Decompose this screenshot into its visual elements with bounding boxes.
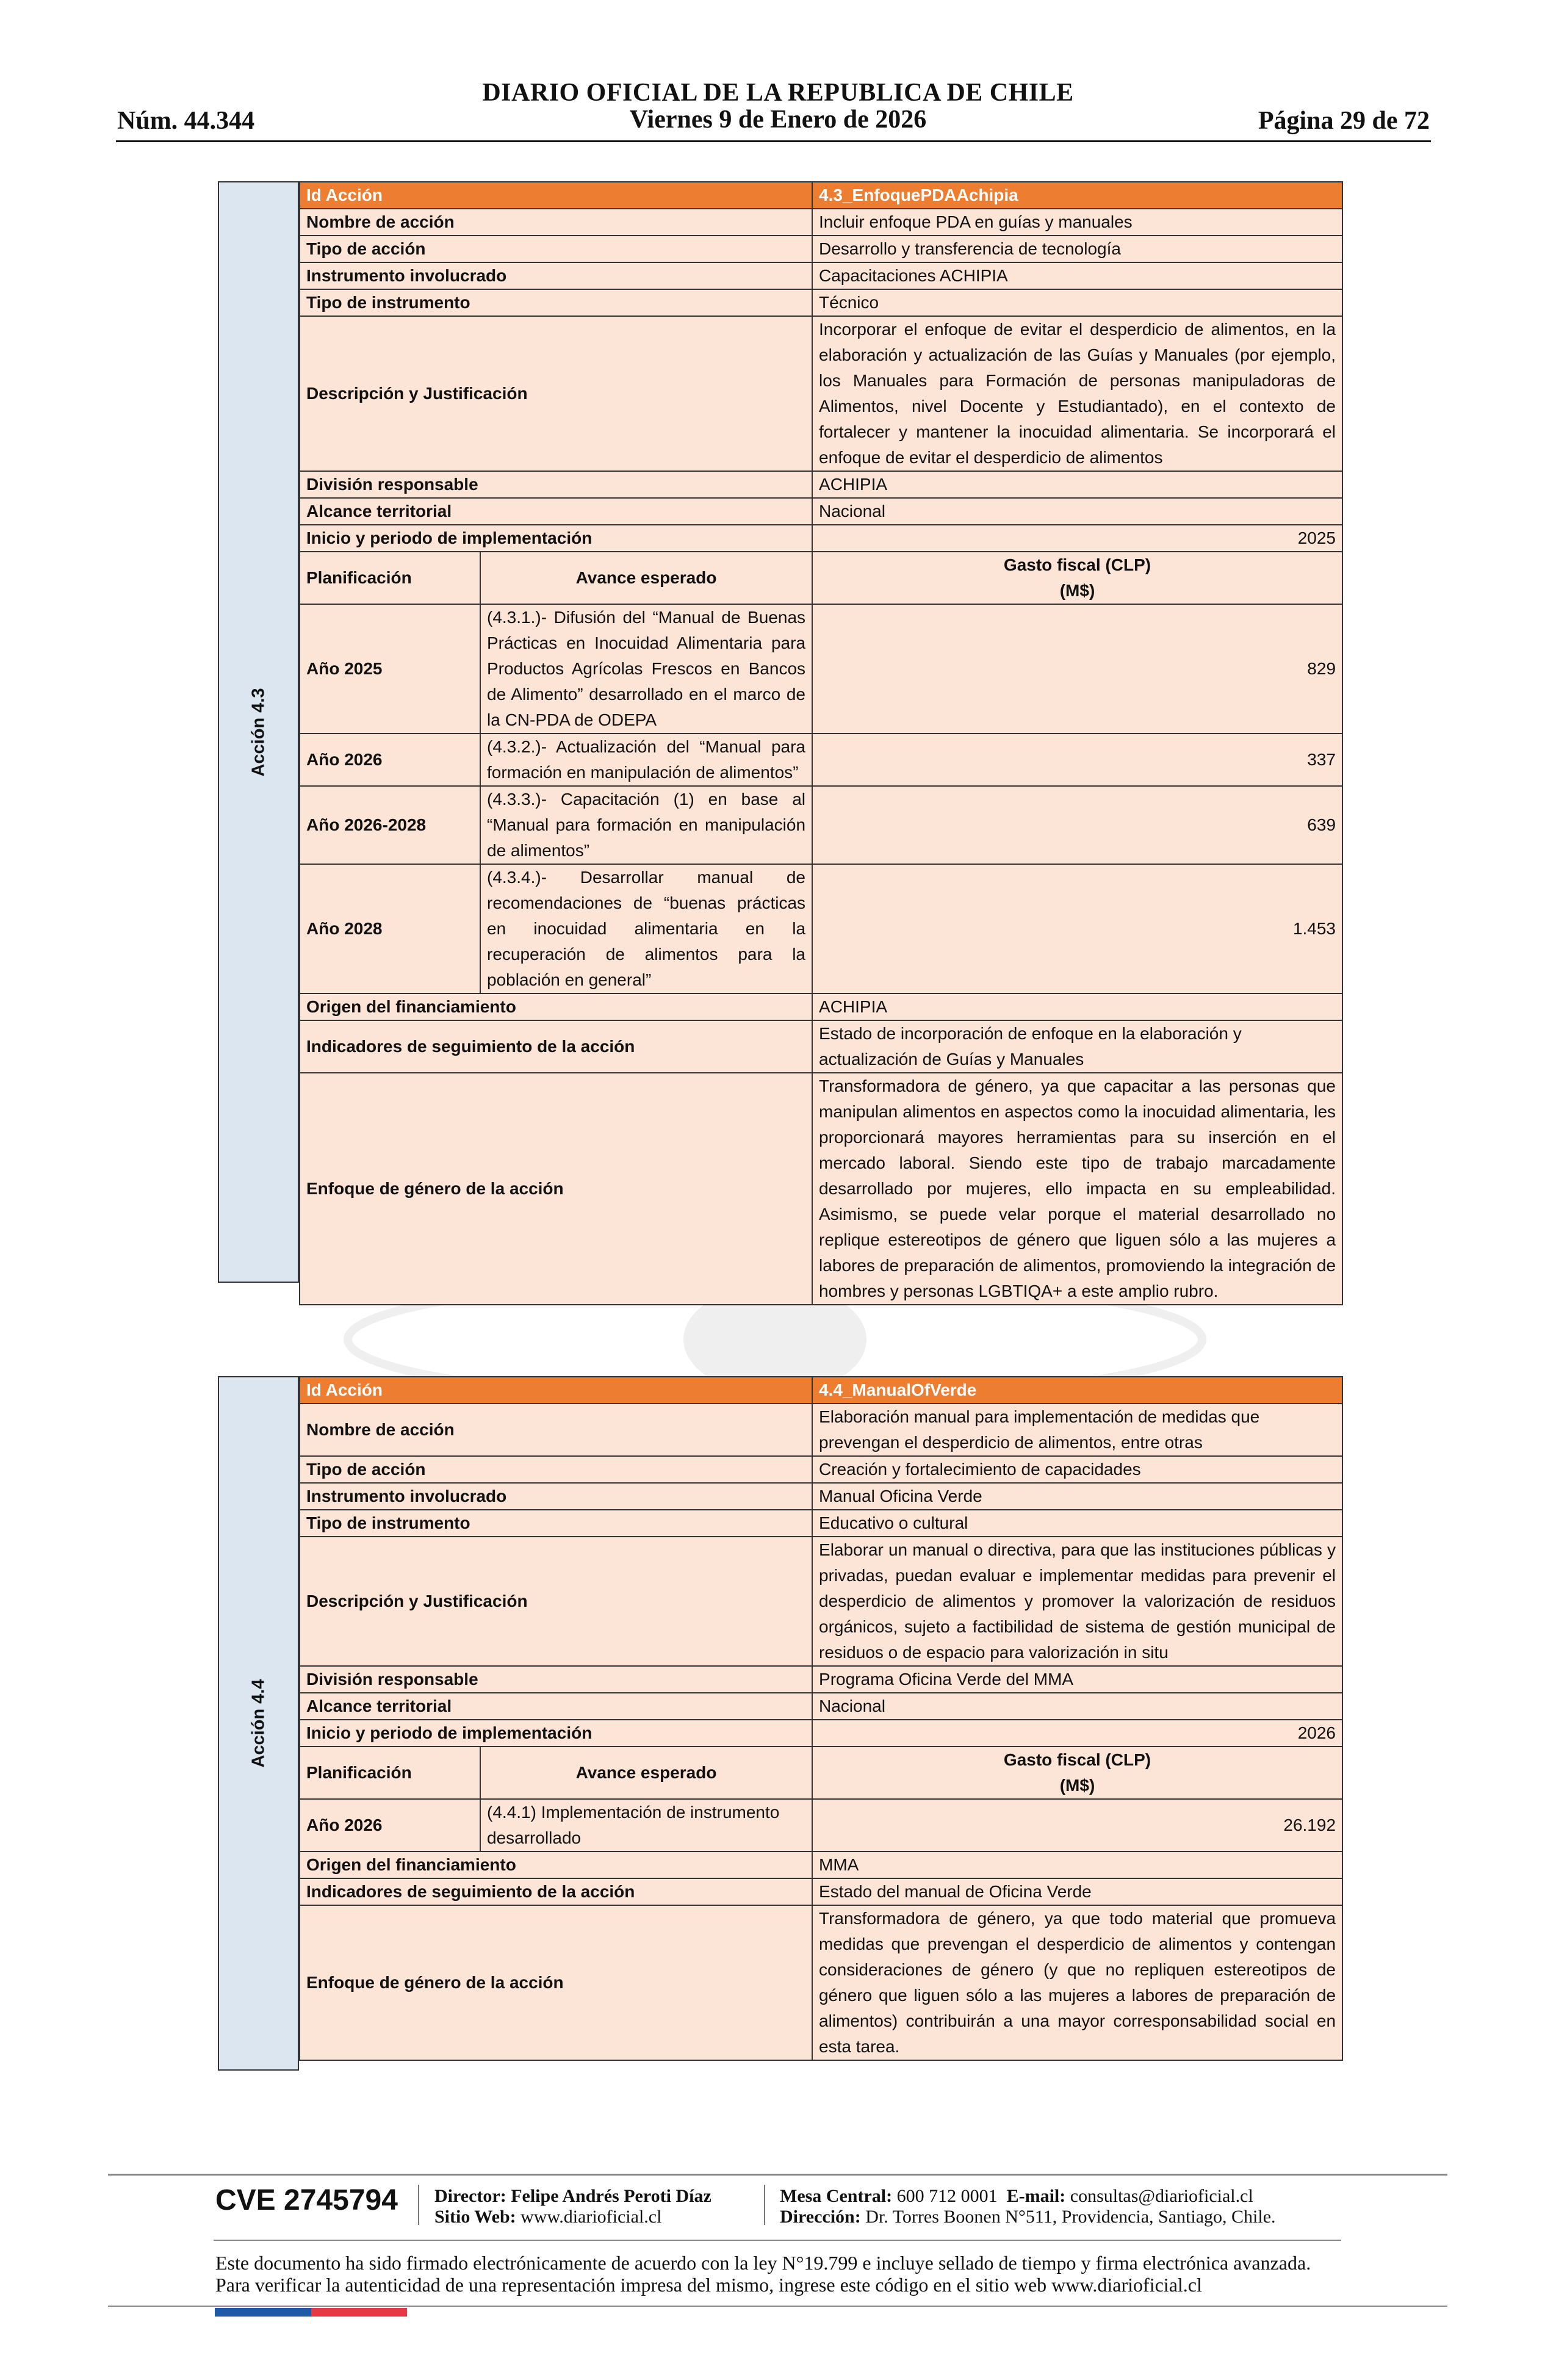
plan-row: [300, 864, 1342, 993]
table-row: [300, 262, 1342, 289]
tipo-label: Tipo de acción: [300, 1456, 812, 1483]
footer-separator: [764, 2185, 765, 2225]
descripcion-label: Descripción y Justificación: [300, 316, 812, 471]
avance-header: Avance esperado: [480, 1747, 812, 1799]
table-row: [300, 552, 1342, 604]
footer-separator: [418, 2185, 419, 2225]
mesa-label: Mesa Central:: [780, 2186, 893, 2206]
descripcion-value: Elaborar un manual o directiva, para que las instituciones públicas y privadas, puedan evaluar e implementar medidas para prevenir el desperdicio de alimentos y promover la valorización de residuos orgánicos, sujeto a factibilidad de sistema de gestión municipal de residuos o de espacio para valorización in situ: [812, 1537, 1342, 1666]
table-row: [300, 1020, 1342, 1073]
instrumento-value: Capacitaciones ACHIPIA: [812, 262, 1342, 289]
inicio-label: Inicio y periodo de implementación: [300, 1720, 812, 1747]
gasto-header-line1: Gasto fiscal (CLP): [1003, 555, 1151, 574]
action-table: [299, 181, 1343, 1305]
footer-divider: [214, 2240, 1341, 2241]
plan-gasto: 337: [812, 734, 1342, 786]
indicadores-label: Indicadores de seguimiento de la acción: [300, 1878, 812, 1905]
planificacion-header: Planificación: [300, 1747, 480, 1799]
flag-stripe-blue: [215, 2308, 311, 2317]
plan-year: Año 2026: [300, 1799, 480, 1852]
instrumento-label: Instrumento involucrado: [300, 1483, 812, 1510]
table-row: [300, 289, 1342, 316]
footer-divider: [108, 2306, 1447, 2307]
origen-label: Origen del financiamiento: [300, 993, 812, 1020]
action-side-label-panel: [218, 181, 299, 1283]
inicio-label: Inicio y periodo de implementación: [300, 525, 812, 552]
gasto-header-line2: (M$): [1059, 1776, 1095, 1795]
cve-code: CVE 2745794: [215, 2184, 398, 2216]
issue-date: Viernes 9 de Enero de 2026: [629, 106, 927, 134]
email-link[interactable]: consultas@diarioficial.cl: [1070, 2186, 1253, 2206]
instrumento-value: Manual Oficina Verde: [812, 1483, 1342, 1510]
nombre-value: Elaboración manual para implementación de medidas que prevengan el desperdicio de alimentos, entre otras: [812, 1404, 1342, 1456]
plan-gasto: 639: [812, 786, 1342, 864]
alcance-value: Nacional: [812, 1693, 1342, 1720]
table-row: [300, 1404, 1342, 1456]
gasto-header-line2: (M$): [1059, 581, 1095, 600]
planificacion-header: Planificación: [300, 552, 480, 604]
gasto-header: [812, 552, 1342, 604]
table-row: [300, 182, 1342, 209]
indicadores-value: Estado de incorporación de enfoque en la elaboración y actualización de Guías y Manuales: [812, 1020, 1342, 1073]
direccion-value: Dr. Torres Boonen N°511, Providencia, Santiago, Chile.: [865, 2207, 1276, 2227]
table-row: [300, 1377, 1342, 1404]
website-link[interactable]: www.diarioficial.cl: [520, 2207, 662, 2227]
table-row: [300, 1483, 1342, 1510]
plan-year: Año 2026-2028: [300, 786, 480, 864]
nombre-label: Nombre de acción: [300, 209, 812, 236]
plan-row: [300, 1799, 1342, 1852]
table-row: [300, 1666, 1342, 1693]
table-row: [300, 498, 1342, 525]
table-row: [300, 209, 1342, 236]
mesa-value: 600 712 0001: [896, 2186, 998, 2206]
header-divider: [116, 140, 1431, 142]
division-value: Programa Oficina Verde del MMA: [812, 1666, 1342, 1693]
plan-gasto: 1.453: [812, 864, 1342, 993]
alcance-value: Nacional: [812, 498, 1342, 525]
division-label: División responsable: [300, 471, 812, 498]
plan-year: Año 2028: [300, 864, 480, 993]
email-label: E-mail:: [1006, 2186, 1066, 2206]
origen-value: MMA: [812, 1852, 1342, 1878]
tipo-instrumento-value: Educativo o cultural: [812, 1510, 1342, 1537]
flag-stripe-red: [311, 2308, 407, 2317]
table-row: [300, 1693, 1342, 1720]
plan-gasto: 829: [812, 604, 1342, 734]
plan-year: Año 2025: [300, 604, 480, 734]
table-row: [300, 1905, 1342, 2060]
table-row: [300, 993, 1342, 1020]
gasto-header: [812, 1747, 1342, 1799]
indicadores-label: Indicadores de seguimiento de la acción: [300, 1020, 812, 1073]
genero-value: Transformadora de género, ya que capacitar a las personas que manipulan alimentos en aspectos como la inocuidad alimentaria, les proporcionará mayores herramientas para su inserción en el mercado laboral. Siendo este tipo de trabajo marcadamente desarrollado por mujeres, ello impacta en su empleabilidad. Asimismo, se puede velar porque el material desarrollado no replique estereotipos de género que liguen sólo a las mujeres a labores de preparación de alimentos, promoviendo la integración de hombres y personas LGBTIQA+ a este amplio rubro.: [812, 1073, 1342, 1305]
table-row: [300, 1510, 1342, 1537]
table-row: [300, 1537, 1342, 1666]
avance-header: Avance esperado: [480, 552, 812, 604]
nombre-label: Nombre de acción: [300, 1404, 812, 1456]
action-4-3-block: [218, 181, 1342, 1300]
gasto-header-line1: Gasto fiscal (CLP): [1003, 1750, 1151, 1769]
tipo-value: Desarrollo y transferencia de tecnología: [812, 236, 1342, 262]
footer-divider: [108, 2174, 1447, 2176]
website-label: Sitio Web:: [434, 2207, 516, 2227]
division-value: ACHIPIA: [812, 471, 1342, 498]
table-row: [300, 1747, 1342, 1799]
table-row: [300, 471, 1342, 498]
director-label: Director:: [434, 2186, 506, 2206]
genero-label: Enfoque de género de la acción: [300, 1905, 812, 2060]
action-side-label-panel: [218, 1376, 299, 2071]
plan-avance: (4.3.1.)- Difusión del “Manual de Buenas Prácticas en Inocuidad Alimentaria para Productos Agrícolas Frescos en Bancos de Alimento” desarrollado en el marco de la CN-PDA de ODEPA: [480, 604, 812, 734]
plan-avance: (4.3.3.)- Capacitación (1) en base al “Manual para formación en manipulación de alimentos”: [480, 786, 812, 864]
page-number: Página 29 de 72: [1258, 107, 1430, 135]
action-side-label: Acción 4.3: [248, 687, 268, 777]
table-row: [300, 316, 1342, 471]
action-4-4-block: [218, 1376, 1342, 2071]
id-label: Id Acción: [300, 1377, 812, 1404]
director-name: Felipe Andrés Peroti Díaz: [511, 2186, 711, 2206]
division-label: División responsable: [300, 1666, 812, 1693]
tipo-label: Tipo de acción: [300, 236, 812, 262]
alcance-label: Alcance territorial: [300, 498, 812, 525]
footer-contact-block: [780, 2186, 1276, 2227]
table-row: [300, 1456, 1342, 1483]
plan-year: Año 2026: [300, 734, 480, 786]
newspaper-title: DIARIO OFICIAL DE LA REPUBLICA DE CHILE: [482, 79, 1074, 107]
tipo-instrumento-value: Técnico: [812, 289, 1342, 316]
tipo-value: Creación y fortalecimiento de capacidades: [812, 1456, 1342, 1483]
indicadores-value: Estado del manual de Oficina Verde: [812, 1878, 1342, 1905]
table-row: [300, 525, 1342, 552]
descripcion-label: Descripción y Justificación: [300, 1537, 812, 1666]
signature-note: Este documento ha sido firmado electrónicamente de acuerdo con la ley N°19.799 e incluye sellado de tiempo y firma electrónica avanzada. Para verificar la autenticidad de una representación impresa del mismo, ingrese este código en el sitio web www.diarioficial.cl: [215, 2252, 1311, 2296]
plan-gasto: 26.192: [812, 1799, 1342, 1852]
table-row: [300, 1720, 1342, 1747]
tipo-instrumento-label: Tipo de instrumento: [300, 289, 812, 316]
table-row: [300, 236, 1342, 262]
plan-row: [300, 786, 1342, 864]
id-value: 4.3_EnfoquePDAAchipia: [812, 182, 1342, 209]
plan-row: [300, 734, 1342, 786]
inicio-value: 2025: [812, 525, 1342, 552]
direccion-label: Dirección:: [780, 2207, 861, 2227]
id-label: Id Acción: [300, 182, 812, 209]
issue-number: Núm. 44.344: [117, 107, 255, 135]
origen-value: ACHIPIA: [812, 993, 1342, 1020]
genero-label: Enfoque de género de la acción: [300, 1073, 812, 1305]
origen-label: Origen del financiamiento: [300, 1852, 812, 1878]
plan-avance: (4.3.2.)- Actualización del “Manual para formación en manipulación de alimentos”: [480, 734, 812, 786]
nombre-value: Incluir enfoque PDA en guías y manuales: [812, 209, 1342, 236]
plan-avance: (4.4.1) Implementación de instrumento desarrollado: [480, 1799, 812, 1852]
descripcion-value: Incorporar el enfoque de evitar el desperdicio de alimentos, en la elaboración y actualización de las Guías y Manuales (por ejemplo, los Manuales para Formación de personas manipuladoras de Alimentos, nivel Docente y Estudiantado), en el contexto de fortalecer y mantener la inocuidad alimentaria. Se incorporará el enfoque de evitar el desperdicio de alimentos: [812, 316, 1342, 471]
table-row: [300, 1852, 1342, 1878]
action-side-label: Acción 4.4: [248, 1679, 268, 1768]
action-table: [299, 1376, 1343, 2061]
inicio-value: 2026: [812, 1720, 1342, 1747]
tipo-instrumento-label: Tipo de instrumento: [300, 1510, 812, 1537]
instrumento-label: Instrumento involucrado: [300, 262, 812, 289]
footer-director-block: [434, 2186, 711, 2227]
id-value: 4.4_ManualOfVerde: [812, 1377, 1342, 1404]
table-row: [300, 1073, 1342, 1305]
alcance-label: Alcance territorial: [300, 1693, 812, 1720]
plan-avance: (4.3.4.)- Desarrollar manual de recomendaciones de “buenas prácticas en inocuidad alimentaria en la recuperación de alimentos para la población en general”: [480, 864, 812, 993]
table-row: [300, 1878, 1342, 1905]
plan-row: [300, 604, 1342, 734]
genero-value: Transformadora de género, ya que todo material que promueva medidas que prevengan el desperdicio de alimentos y contengan consideraciones de género (y que no repliquen estereotipos de género que liguen sólo a las mujeres a labores de preparación de alimentos) contribuirán a una mayor corresponsabilidad social en esta tarea.: [812, 1905, 1342, 2060]
